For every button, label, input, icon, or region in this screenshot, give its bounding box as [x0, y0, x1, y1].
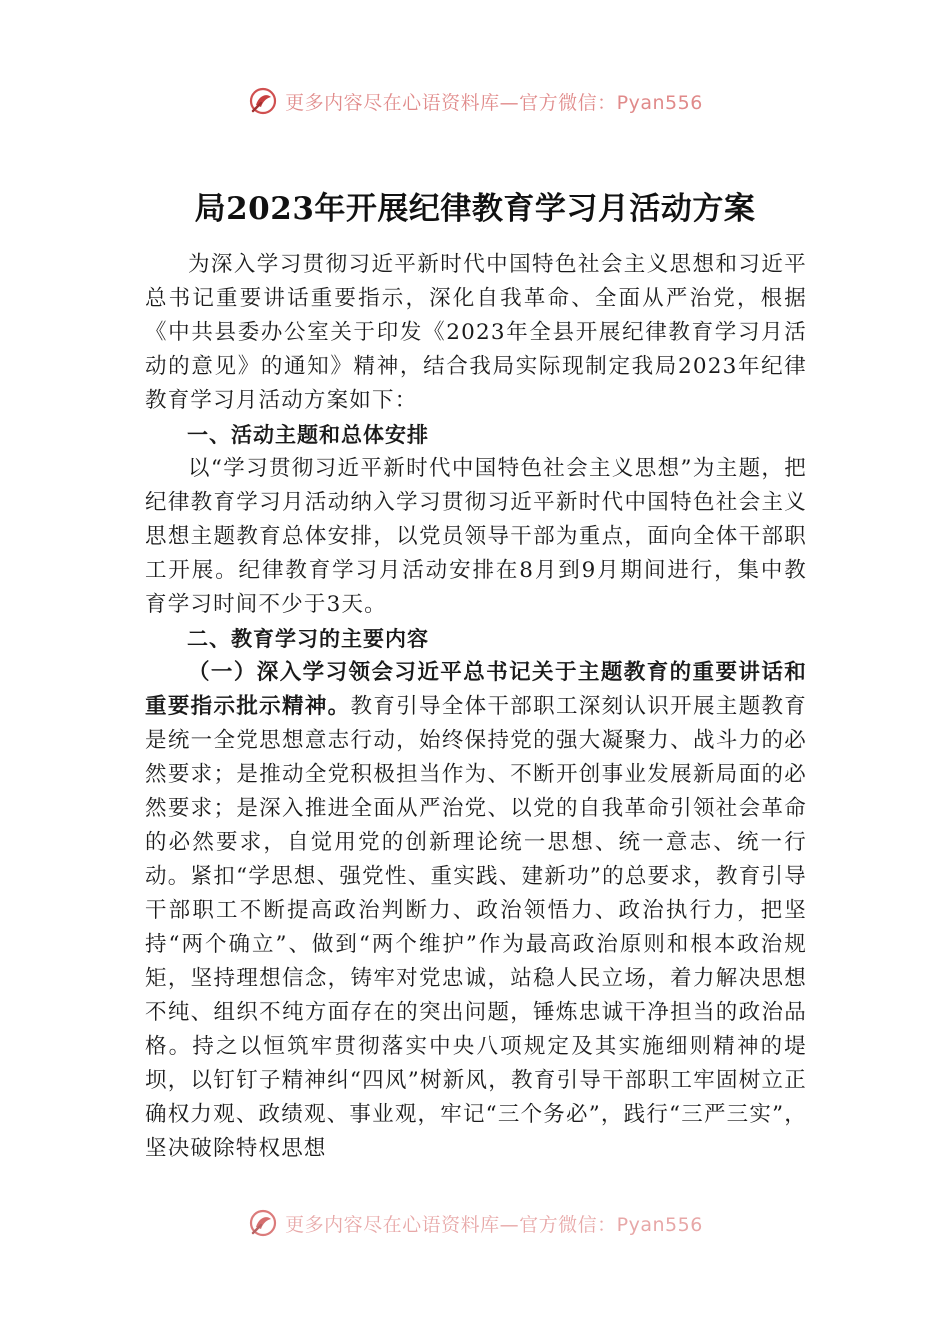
watermark-text: 更多内容尽在心语资料库—官方微信：Pyan556: [285, 1213, 703, 1236]
watermark-logo-icon: [247, 1207, 279, 1239]
subsection-body: 教育引导全体干部职工深刻认识开展主题教育是统一全党思想意志行动，始终保持党的强大凝聚力、战斗力的必然要求；是推动全党积极担当作为、不断开创事业发展新局面的必然要求；是深入推进全面从严治党、以党的自我革命引领社会革命的必然要求，自觉用党的创新理论统一思想、统一意志、统一行动。紧扣“学思想、强党性、重实践、建新功”的总要求，教育引导干部职工不断提高政治判断力、政治领悟力、政治执行力，把坚持“两个确立”、做到“两个维护”作为最高政治原则和根本政治规矩，坚持理想信念，铸牢对党忠诚，站稳人民立场，着力解决思想不纯、组织不纯方面存在的突出问题，锤炼忠诚干净担当的政治品格。持之以恒筑牢贯彻落实中央八项规定及其实施细则精神的堤坝，以钉钉子精神纠“四风”树新风，教育引导干部职工牢固树立正确权力观、政绩观、事业观，牢记“三个务必”，践行“三严三实”，坚决破除特权思想: [145, 694, 807, 1161]
document-title: 局2023年开展纪律教育学习月活动方案: [194, 191, 756, 227]
watermark-text: 更多内容尽在心语资料库—官方微信：Pyan556: [285, 91, 703, 114]
section-heading: 二、教育学习的主要内容: [187, 627, 429, 651]
watermark-bottom: [0, 1207, 950, 1239]
section-paragraph: 以“学习贯彻习近平新时代中国特色社会主义思想”为主题，把纪律教育学习月活动纳入学习贯彻习近平新时代中国特色社会主义思想主题教育总体安排，以党员领导干部为重点，面向全体干部职工开展。纪律教育学习月活动安排在8月到9月期间进行，集中教育学习时间不少于3天。: [145, 456, 807, 617]
intro-paragraph: 为深入学习贯彻习近平新时代中国特色社会主义思想和习近平总书记重要讲话重要指示，深化自我革命、全面从严治党，根据《中共县委办公室关于印发《2023年全县开展纪律教育学习月活动的意见》的通知》精神，结合我局实际现制定我局2023年纪律教育学习月活动方案如下：: [145, 252, 807, 413]
subsection-paragraph: [145, 656, 807, 1166]
subsection-lead: （一）深入学习领会习近平总书记关于主题教育的重要讲话和重要指示批示精神。: [145, 660, 807, 719]
section-heading: 一、活动主题和总体安排: [187, 423, 429, 447]
watermark-top: [0, 85, 950, 117]
document-body: [145, 248, 807, 1166]
watermark-logo-icon: [247, 85, 279, 117]
